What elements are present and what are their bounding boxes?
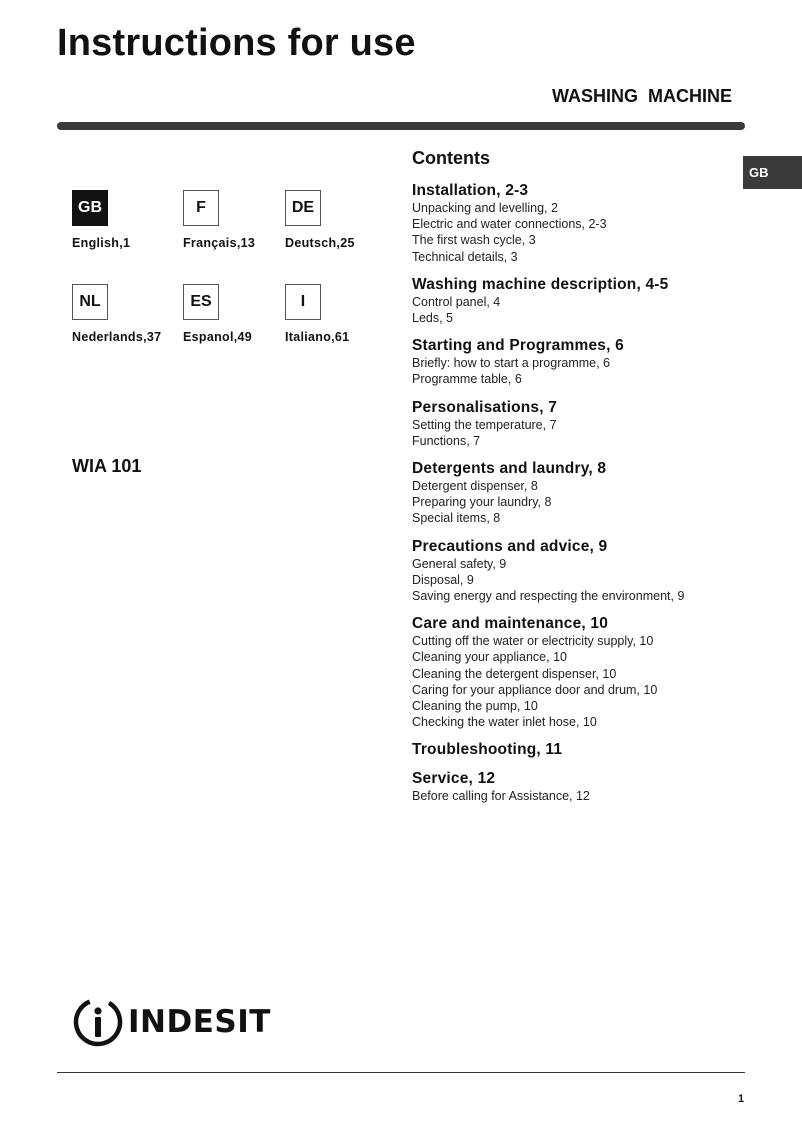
- toc-section: [412, 182, 772, 265]
- toc-item[interactable]: Caring for your appliance door and drum, 10: [412, 682, 658, 697]
- language-gb[interactable]: [72, 190, 172, 250]
- toc-section-title[interactable]: Washing machine description, 4-5: [412, 275, 669, 293]
- toc-item[interactable]: Checking the water inlet hose, 10: [412, 715, 597, 730]
- language-es[interactable]: [183, 284, 283, 344]
- bottom-divider: [57, 1072, 745, 1073]
- language-label: English,1: [72, 236, 131, 250]
- table-of-contents: [412, 148, 772, 816]
- language-de[interactable]: [285, 190, 385, 250]
- language-code-box: I: [285, 284, 321, 320]
- toc-item[interactable]: Briefly: how to start a programme, 6: [412, 356, 610, 371]
- toc-item[interactable]: Control panel, 4: [412, 294, 501, 309]
- toc-item[interactable]: Technical details, 3: [412, 249, 518, 264]
- toc-item[interactable]: Before calling for Assistance, 12: [412, 789, 590, 804]
- toc-section: [412, 337, 772, 387]
- indesit-logo: [72, 996, 271, 1048]
- toc-section-title[interactable]: Precautions and advice, 9: [412, 537, 608, 555]
- toc-section: [412, 399, 772, 449]
- top-divider: [57, 122, 745, 130]
- toc-item[interactable]: Setting the temperature, 7: [412, 417, 557, 432]
- toc-item[interactable]: General safety, 9: [412, 556, 507, 571]
- toc-item[interactable]: Special items, 8: [412, 511, 501, 526]
- language-side-tab: GB: [743, 156, 802, 189]
- language-code-box: NL: [72, 284, 108, 320]
- language-f[interactable]: [183, 190, 283, 250]
- toc-section: [412, 460, 772, 527]
- language-nl[interactable]: [72, 284, 172, 344]
- toc-item[interactable]: Programme table, 6: [412, 372, 522, 387]
- language-label: Nederlands,37: [72, 330, 162, 344]
- toc-item[interactable]: Cleaning the pump, 10: [412, 699, 538, 714]
- language-label: Espanol,49: [183, 330, 252, 344]
- toc-section-title[interactable]: Care and maintenance, 10: [412, 615, 609, 633]
- indesit-logo-icon: [72, 996, 124, 1048]
- toc-section: [412, 538, 772, 605]
- language-label: Italiano,61: [285, 330, 350, 344]
- language-code-box: DE: [285, 190, 321, 226]
- toc-item[interactable]: The first wash cycle, 3: [412, 233, 536, 248]
- toc-section: [412, 615, 772, 730]
- language-label: Deutsch,25: [285, 236, 355, 250]
- toc-sections: [412, 182, 772, 805]
- language-code-box: GB: [72, 190, 108, 226]
- language-code-box: ES: [183, 284, 219, 320]
- toc-item[interactable]: Preparing your laundry, 8: [412, 495, 552, 510]
- toc-item[interactable]: Electric and water connections, 2-3: [412, 217, 607, 232]
- toc-section-title[interactable]: Personalisations, 7: [412, 398, 558, 416]
- model-number: WIA 101: [72, 456, 142, 476]
- toc-section-title[interactable]: Starting and Programmes, 6: [412, 337, 624, 355]
- toc-item[interactable]: Saving energy and respecting the environment, 9: [412, 589, 685, 604]
- toc-item[interactable]: Detergent dispenser, 8: [412, 479, 538, 494]
- toc-section: [412, 770, 772, 804]
- toc-section: [412, 276, 772, 326]
- language-code-box: F: [183, 190, 219, 226]
- toc-section-title[interactable]: Service, 12: [412, 770, 496, 788]
- logo-wordmark: INDESIT: [128, 1004, 271, 1040]
- toc-item[interactable]: Cutting off the water or electricity supply, 10: [412, 634, 654, 649]
- toc-section: [412, 741, 772, 759]
- toc-item[interactable]: Unpacking and levelling, 2: [412, 201, 558, 215]
- page-subtitle: WASHING MACHINE: [552, 86, 732, 106]
- toc-item[interactable]: Functions, 7: [412, 433, 481, 448]
- language-i[interactable]: [285, 284, 385, 344]
- toc-section-title[interactable]: Troubleshooting, 11: [412, 741, 563, 759]
- language-label: Français,13: [183, 236, 256, 250]
- toc-section-title[interactable]: Detergents and laundry, 8: [412, 460, 607, 478]
- page-title: Instructions for use: [57, 22, 416, 64]
- toc-item[interactable]: Leds, 5: [412, 311, 454, 326]
- contents-heading: Contents: [412, 148, 490, 168]
- toc-item[interactable]: Disposal, 9: [412, 572, 474, 587]
- toc-item[interactable]: Cleaning the detergent dispenser, 10: [412, 666, 617, 681]
- page-number: 1: [738, 1093, 745, 1105]
- toc-section-title[interactable]: Installation, 2-3: [412, 182, 529, 199]
- toc-item[interactable]: Cleaning your appliance, 10: [412, 650, 567, 665]
